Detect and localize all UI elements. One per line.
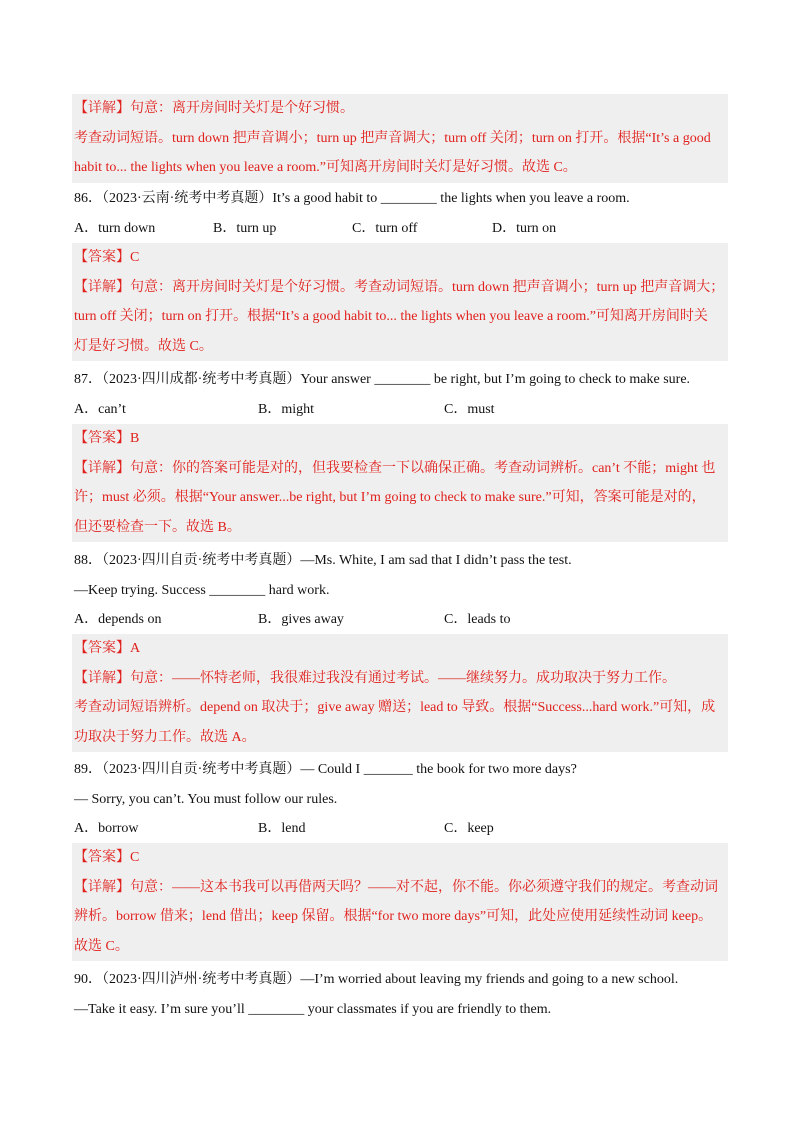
answer-line: habit to... the lights when you leave a room.”可知离开房间时关灯是好习惯。故选 C。 bbox=[74, 160, 577, 175]
question-89 bbox=[72, 755, 728, 844]
answer-block bbox=[72, 634, 728, 752]
option-d: D．turn on bbox=[492, 220, 557, 236]
answer-block bbox=[72, 424, 728, 542]
answer-block bbox=[72, 94, 728, 183]
answer-line: 【详解】句意：你的答案可能是对的，但我要检查一下以确保正确。考查动词辨析。can’t 不能；might 也 bbox=[74, 460, 716, 476]
answer-line: 【详解】句意：——这本书我可以再借两天吗？——对不起，你不能。你必须遵守我们的规定。考查动词 bbox=[74, 879, 718, 895]
option-a: A．borrow bbox=[74, 821, 139, 836]
answer-line: 功取决于努力工作。故选 A。 bbox=[74, 729, 256, 745]
options-row bbox=[72, 605, 728, 635]
question-stem: 90．（2023·四川泸州·统考中考真题）—I’m worried about leaving my friends and going to a new school. bbox=[74, 972, 679, 987]
question-stem: — Sorry, you can’t. You must follow our rules. bbox=[74, 791, 338, 807]
option-a: A．can’t bbox=[74, 401, 126, 417]
answer-label: 【答案】C bbox=[74, 850, 140, 865]
option-c: C．leads to bbox=[444, 612, 511, 627]
option-c: C．turn off bbox=[352, 220, 418, 236]
answer-label: 【答案】B bbox=[74, 431, 140, 446]
answer-line: 【详解】句意：——怀特老师，我很难过我没有通过考试。——继续努力。成功取决于努力工作。 bbox=[74, 670, 676, 686]
question-stem: —Keep trying. Success ________ hard work. bbox=[74, 582, 330, 598]
question-stem: 88．（2023·四川自贡·统考中考真题）—Ms. White, I am sad that I didn’t pass the test. bbox=[74, 553, 572, 568]
option-a: A．turn down bbox=[74, 220, 156, 236]
question-88 bbox=[72, 546, 728, 635]
option-a: A．depends on bbox=[74, 612, 162, 627]
question-86 bbox=[72, 184, 728, 243]
answer-line: 【详解】句意：离开房间时关灯是个好习惯。考查动词短语。turn down 把声音调小；turn up 把声音调大； bbox=[74, 279, 725, 295]
question-90 bbox=[72, 965, 728, 1024]
option-b: B．turn up bbox=[213, 220, 277, 236]
answer-block bbox=[72, 843, 728, 961]
answer-line: 但还要检查一下。故选 B。 bbox=[74, 519, 241, 535]
question-stem: —Take it easy. I’m sure you’ll ________ your classmates if you are friendly to them. bbox=[74, 1001, 552, 1017]
question-stem: 86．（2023·云南·统考中考真题）It’s a good habit to ________ the lights when you leave a room. bbox=[74, 191, 630, 206]
option-b: B．gives away bbox=[258, 612, 344, 627]
answer-block bbox=[72, 243, 728, 361]
answer-line: 考查动词短语。turn down 把声音调小；turn up 把声音调大；turn off 关闭；turn on 打开。根据“It’s a good bbox=[74, 130, 711, 146]
answer-line: turn off 关闭；turn on 打开。根据“It’s a good habit to... the lights when you leave a room.”可知离开房间时关 bbox=[74, 309, 708, 324]
answer-line: 故选 C。 bbox=[74, 938, 129, 954]
answer-line: 【详解】句意：离开房间时关灯是个好习惯。 bbox=[74, 101, 354, 116]
options-row bbox=[72, 814, 728, 844]
question-87 bbox=[72, 365, 728, 424]
answer-line: 辨析。borrow 借来；lend 借出；keep 保留。根据“for two more days”可知，此处应使用延续性动词 keep。 bbox=[74, 909, 713, 924]
answer-line: 灯是好习惯。故选 C。 bbox=[74, 338, 213, 354]
option-b: B．might bbox=[258, 401, 315, 417]
question-stem: 87．（2023·四川成都·统考中考真题）Your answer ________ be right, but I’m going to check to make sure. bbox=[74, 372, 691, 387]
answer-label: 【答案】C bbox=[74, 250, 140, 265]
answer-line: 考查动词短语辨析。depend on 取决于；give away 赠送；lead to 导致。根据“Success...hard work.”可知，成 bbox=[74, 700, 716, 715]
options-row bbox=[72, 395, 728, 425]
answer-label: 【答案】A bbox=[74, 641, 141, 656]
option-c: C．must bbox=[444, 401, 495, 417]
question-stem: 89．（2023·四川自贡·统考中考真题）— Could I _______ the book for two more days? bbox=[74, 762, 577, 777]
options-row bbox=[72, 214, 728, 244]
option-c: C．keep bbox=[444, 821, 494, 836]
answer-line: 许；must 必须。根据“Your answer...be right, but I’m going to check to make sure.”可知，答案可能是对的， bbox=[74, 490, 706, 505]
option-b: B．lend bbox=[258, 821, 306, 836]
